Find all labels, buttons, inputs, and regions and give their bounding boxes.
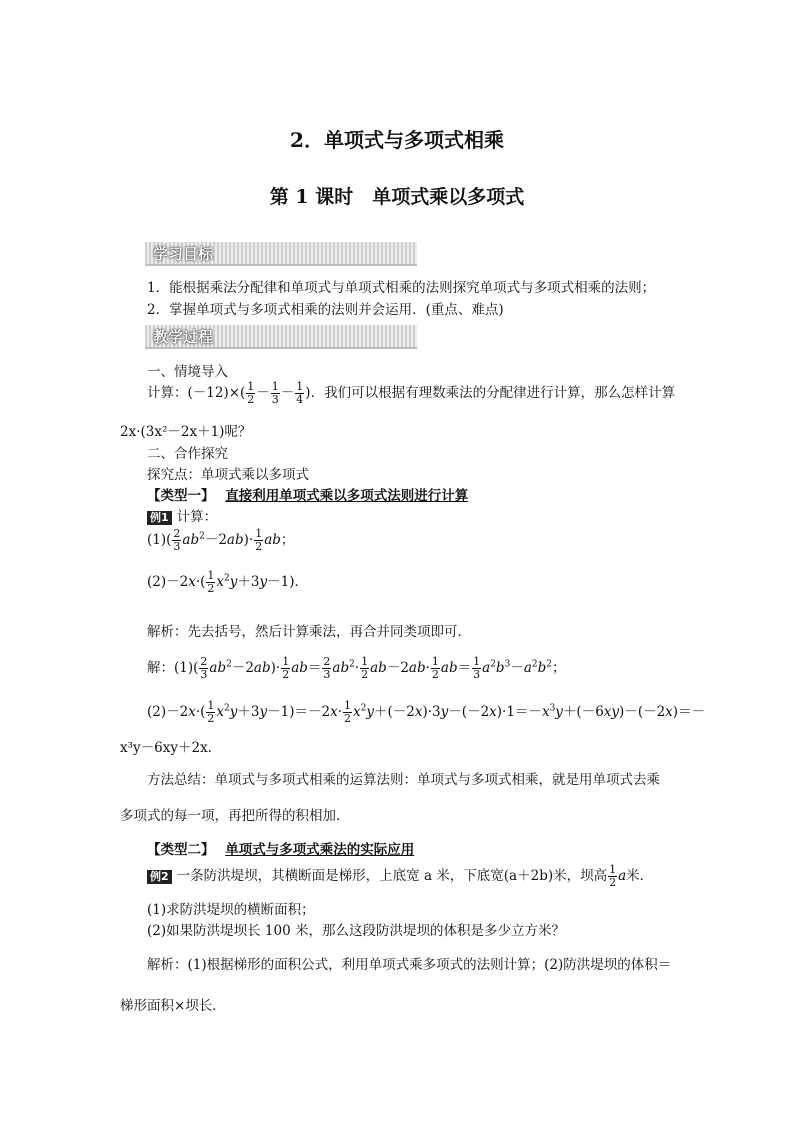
example-2-badge: 例2 bbox=[147, 870, 172, 884]
type-1-title: 直接利用单项式乘以多项式法则进行计算 bbox=[225, 488, 469, 504]
example-2-text: 一条防洪堤坝，其横断面是梯形，上底宽 a 米，下底宽(a＋2b)米，坝高 bbox=[176, 868, 608, 884]
question-2: (2)如果防洪堤坝长 100 米，那么这段防洪堤坝的体积是多少立方米？ bbox=[147, 923, 565, 939]
intro-text-start: 计算：(－12)×( bbox=[147, 385, 246, 401]
process-heading: 教学过程 bbox=[153, 328, 214, 346]
type-2-header bbox=[147, 838, 414, 858]
goal-2: 2．掌握单项式与多项式相乘的法则并会运用．(重点、难点) bbox=[147, 302, 504, 318]
example-2-line: 例2 一条防洪堤坝，其横断面是梯形，上底宽 a 米，下底宽(a＋2b)米，坝高 $\frac{1}{2}$ a米． bbox=[147, 864, 653, 889]
intro-text-end: )．我们可以根据有理数乘法的分配律进行计算，那么怎样计算 bbox=[305, 385, 676, 401]
solution-2-tail: x³y－6xy＋2x. bbox=[120, 740, 212, 756]
ex1-problem-1: (1)( $\frac{2}{3}$ $ab^2-2ab)\cdot$ $\frac{1}{2}$ ab； bbox=[147, 527, 295, 553]
fraction: $\frac{1}{2}$ bbox=[207, 569, 215, 595]
part-1-heading: 一、情境导入 bbox=[147, 364, 228, 380]
type-2-tag: 【类型二】 bbox=[147, 842, 215, 858]
intro-line-1: 计算：(－12)×( $\frac{1}{2}$ － $\frac{1}{3}$ － $\frac{1}{4}$ )．我们可以根据有理数乘法的分配律进行计算，那么怎样计算 bbox=[147, 380, 676, 406]
fraction: $\frac{1}{2}$ bbox=[207, 699, 215, 725]
fraction: $\frac{1}{2}$ bbox=[255, 527, 263, 553]
fraction: $\frac{1}{4}$ bbox=[296, 380, 304, 406]
fraction: $\frac{1}{3}$ bbox=[271, 380, 279, 406]
intro-line-2: 2x·(3x²－2x＋1)呢？ bbox=[120, 424, 252, 440]
fraction: $\frac{1}{2}$ bbox=[247, 380, 255, 406]
type-1-tag: 【类型一】 bbox=[147, 488, 215, 504]
type-2-title: 单项式与多项式乘法的实际应用 bbox=[225, 842, 415, 858]
solution-1: 解：(1)( $\frac{2}{3}$ $ab^2-2ab)\cdot$ $\frac{1}{2}$ ab＝ $\frac{2}{3}$ $ab^2\cdot$ $\frac{1}{2}$ ab－2ab· $\frac{1}{2}$ ab＝ $\frac{1}{3}$ $a^2b^3-a^2b^2$； bbox=[147, 655, 566, 681]
solution-2: (2)－2x·( $\frac{1}{2}$ $x^2y+3y-1)=-2x\cdot$ $\frac{1}{2}$ $x^2y+(-2x)\cdot 3y-(-2x)\cdot 1=-x^3y+(-6xy)-(-2x)=-$ bbox=[147, 699, 706, 725]
explore-point: 探究点：单项式乘以多项式 bbox=[147, 467, 309, 483]
fraction: $\frac{1}{2}$ bbox=[344, 699, 352, 725]
question-1: (1)求防洪堤坝的横断面积； bbox=[147, 902, 315, 918]
fraction: $\frac{1}{2}$ bbox=[609, 863, 617, 889]
process-banner bbox=[145, 325, 417, 349]
fraction: $\frac{1}{2}$ bbox=[431, 655, 439, 681]
part-2-heading: 二、合作探究 bbox=[147, 446, 228, 462]
method-summary-1: 方法总结：单项式与多项式相乘的运算法则：单项式与多项式相乘，就是用单项式去乘 bbox=[147, 772, 660, 788]
fraction: $\frac{1}{2}$ bbox=[282, 655, 290, 681]
type-1-header bbox=[147, 484, 468, 504]
method-summary-2: 多项式的每一项，再把所得的积相加． bbox=[120, 808, 350, 824]
example-1-badge: 例1 bbox=[147, 511, 172, 525]
page-title: 2．单项式与多项式相乘 bbox=[290, 128, 504, 152]
fraction: $\frac{1}{3}$ bbox=[473, 655, 481, 681]
analysis-2-line-1: 解析：(1)根据梯形的面积公式，利用单项式乘多项式的法则计算；(2)防洪堤坝的体积＝ bbox=[147, 957, 672, 973]
analysis-1: 解析：先去括号，然后计算乘法，再合并同类项即可． bbox=[147, 624, 471, 640]
goals-heading: 学习目标 bbox=[153, 245, 214, 263]
fraction: $\frac{2}{3}$ bbox=[200, 655, 208, 681]
example-2-text-end: 米． bbox=[626, 868, 654, 884]
analysis-2-line-2: 梯形面积×坝长． bbox=[120, 998, 226, 1014]
fraction: $\frac{1}{2}$ bbox=[361, 655, 369, 681]
lesson-subtitle: 第 1 课时 单项式乘以多项式 bbox=[269, 186, 525, 208]
fraction: $\frac{2}{3}$ bbox=[323, 655, 331, 681]
goals-banner bbox=[145, 242, 417, 266]
example-1-line bbox=[147, 505, 217, 525]
ex1-problem-2: (2)－2x·( $\frac{1}{2}$ $x^2y+3y-1$)． bbox=[147, 569, 308, 595]
example-1-text: 计算： bbox=[176, 509, 218, 525]
fraction: $\frac{2}{3}$ bbox=[173, 527, 181, 553]
goal-1: 1．能根据乘法分配律和单项式与单项式相乘的法则探究单项式与多项式相乘的法则； bbox=[147, 280, 656, 296]
